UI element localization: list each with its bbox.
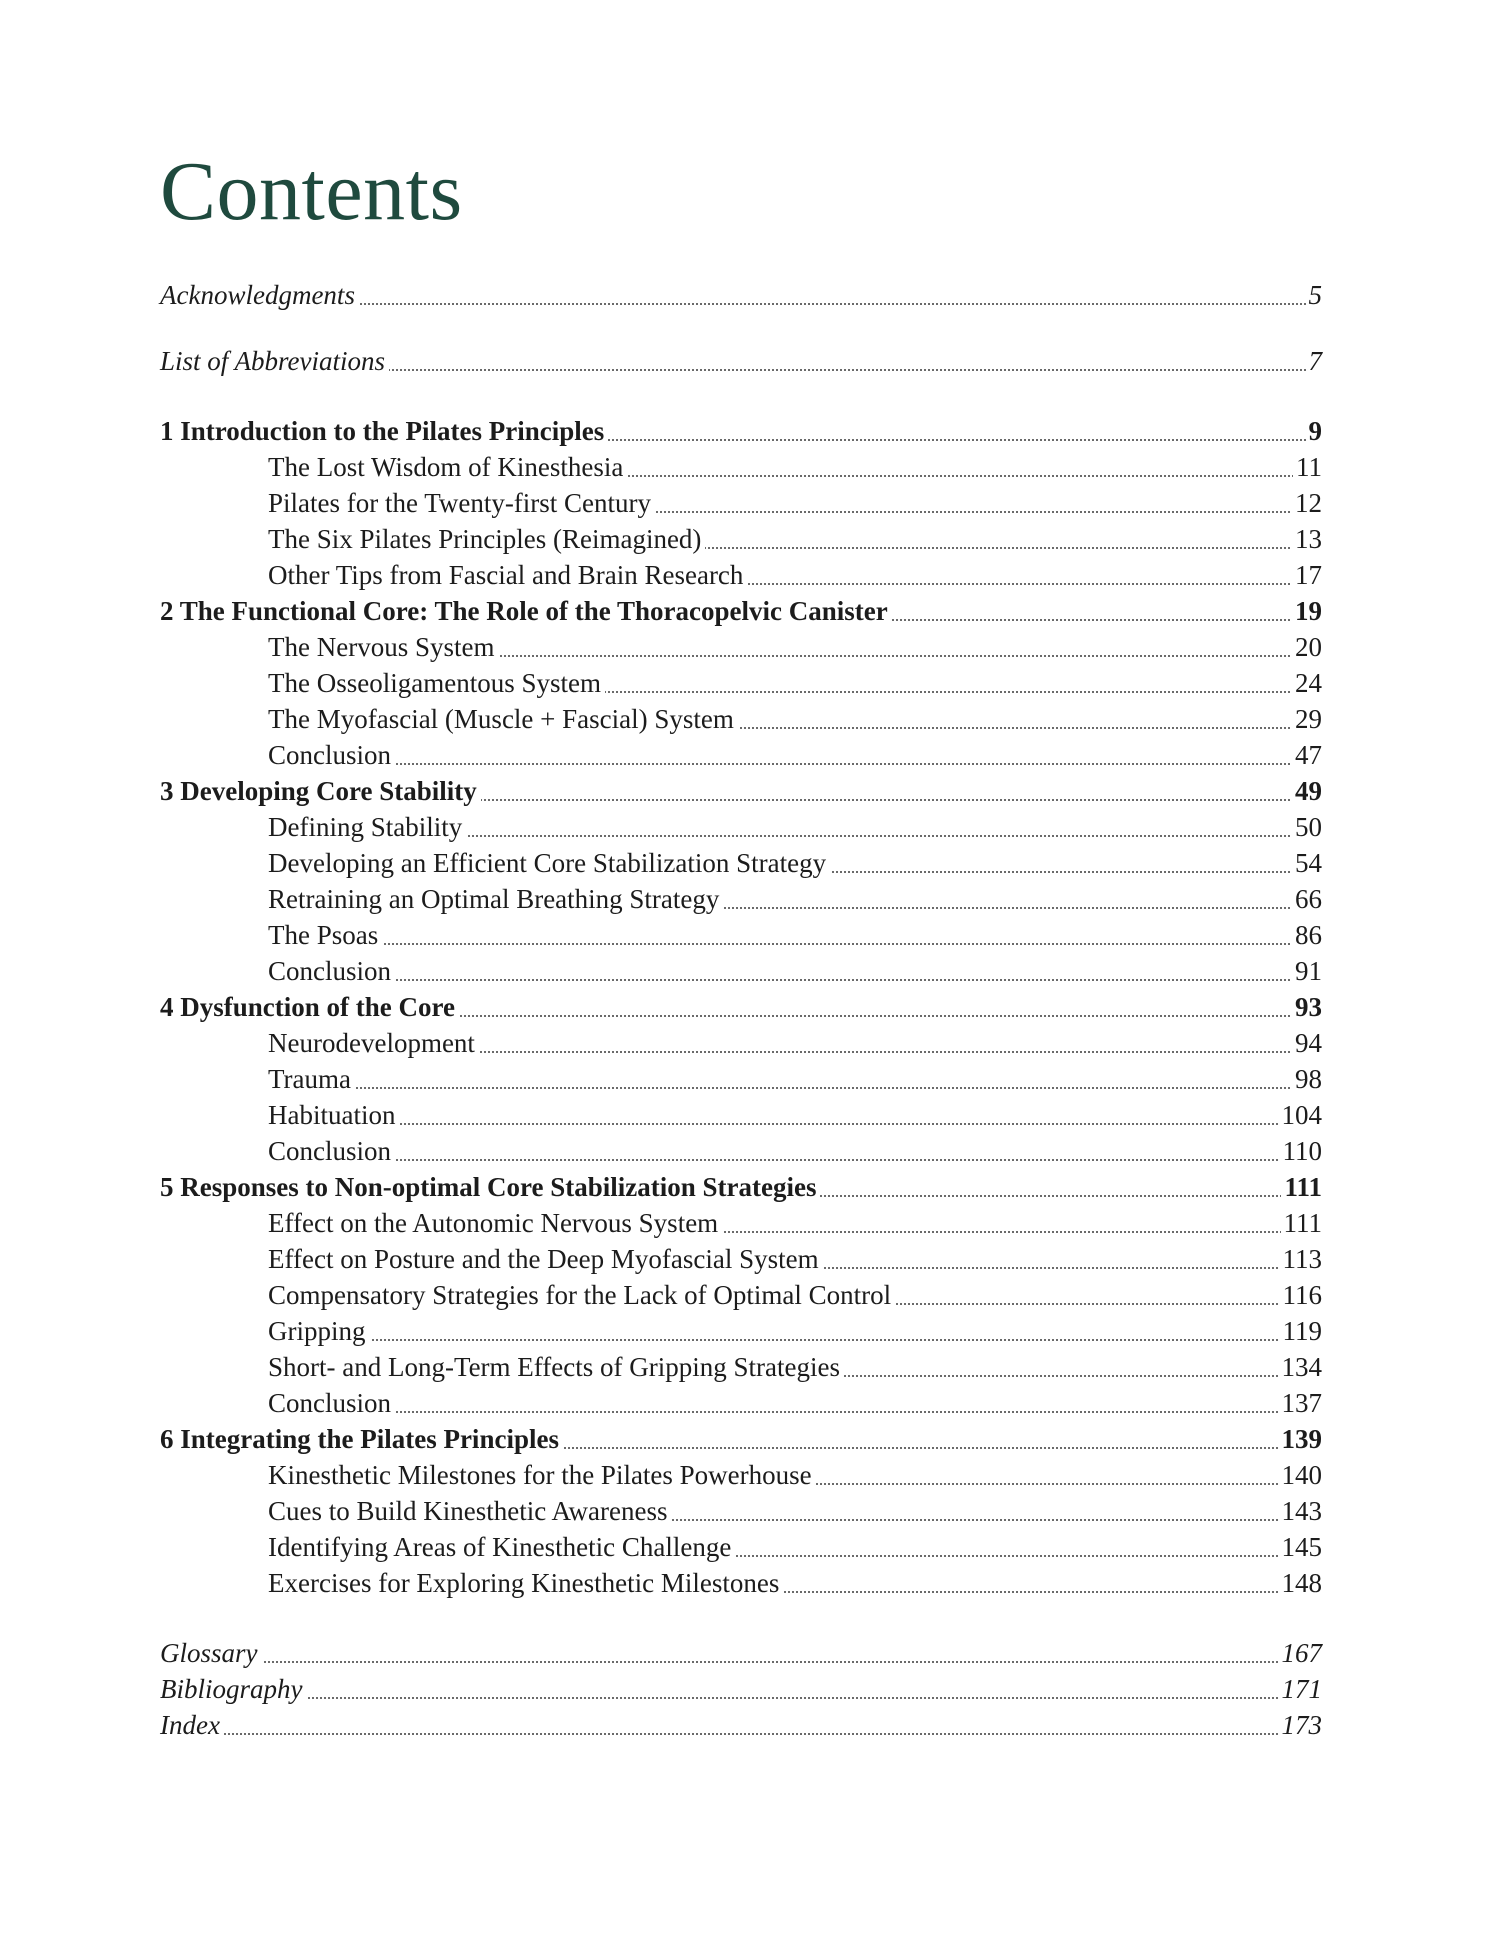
toc-section[interactable]	[160, 449, 1322, 485]
toc-section[interactable]	[160, 1025, 1322, 1061]
chapter-page-number: 139	[1279, 1421, 1323, 1457]
section-page-number: 17	[1292, 557, 1322, 593]
entry-label: Bibliography	[160, 1671, 307, 1707]
section-title: Conclusion	[268, 1385, 395, 1421]
section-page-number: 47	[1292, 737, 1322, 773]
section-page-number: 91	[1292, 953, 1322, 989]
section-title: Defining Stability	[268, 809, 466, 845]
dot-leader	[160, 1697, 1322, 1699]
chapter-page-number: 111	[1281, 1169, 1322, 1205]
section-title: Retraining an Optimal Breathing Strategy	[268, 881, 723, 917]
toc-chapter-5[interactable]	[160, 1169, 1322, 1205]
section-page-number: 13	[1292, 521, 1322, 557]
toc-section[interactable]	[160, 953, 1322, 989]
section-title: Other Tips from Fascial and Brain Research	[268, 557, 747, 593]
toc-section[interactable]	[160, 1241, 1322, 1277]
toc-section[interactable]	[160, 701, 1322, 737]
section-title: Effect on the Autonomic Nervous System	[268, 1205, 722, 1241]
chapter-page-number: 9	[1306, 413, 1323, 449]
toc-chapter-1[interactable]	[160, 413, 1322, 449]
entry-label: Glossary	[160, 1635, 262, 1671]
toc-section[interactable]	[160, 1385, 1322, 1421]
entry-page-number: 7	[1306, 343, 1323, 379]
toc-section[interactable]	[160, 845, 1322, 881]
section-page-number: 98	[1292, 1061, 1322, 1097]
toc-section[interactable]	[160, 1493, 1322, 1529]
section-page-number: 11	[1293, 449, 1322, 485]
section-title: Cues to Build Kinesthetic Awareness	[268, 1493, 671, 1529]
section-page-number: 145	[1279, 1529, 1323, 1565]
dot-leader	[268, 1339, 1322, 1341]
entry-page-number: 5	[1306, 277, 1323, 313]
entry-page-number: 171	[1279, 1671, 1323, 1707]
section-title: The Myofascial (Muscle + Fascial) System	[268, 701, 738, 737]
toc-chapter-3[interactable]	[160, 773, 1322, 809]
toc-section[interactable]	[160, 557, 1322, 593]
entry-page-number: 167	[1279, 1635, 1323, 1671]
section-page-number: 86	[1292, 917, 1322, 953]
entry-label: Index	[160, 1707, 224, 1743]
toc-entry-list-of-abbreviations[interactable]	[160, 343, 1322, 379]
toc-section[interactable]	[160, 1133, 1322, 1169]
section-page-number: 140	[1279, 1457, 1323, 1493]
chapter-title: 5 Responses to Non-optimal Core Stabilization Strategies	[160, 1169, 820, 1205]
toc-section[interactable]	[160, 629, 1322, 665]
section-page-number: 20	[1292, 629, 1322, 665]
section-title: Exercises for Exploring Kinesthetic Milestones	[268, 1565, 783, 1601]
section-page-number: 148	[1279, 1565, 1323, 1601]
chapter-title: 3 Developing Core Stability	[160, 773, 481, 809]
dot-leader	[160, 1733, 1322, 1735]
section-title: Compensatory Strategies for the Lack of Optimal Control	[268, 1277, 895, 1313]
chapter-page-number: 93	[1292, 989, 1322, 1025]
section-page-number: 94	[1292, 1025, 1322, 1061]
toc-entry-acknowledgments[interactable]	[160, 277, 1322, 313]
toc-section[interactable]	[160, 665, 1322, 701]
toc-entry-bibliography[interactable]	[160, 1671, 1322, 1707]
section-title: Identifying Areas of Kinesthetic Challenge	[268, 1529, 735, 1565]
entry-label: List of Abbreviations	[160, 343, 389, 379]
toc-section[interactable]	[160, 881, 1322, 917]
section-title: The Osseoligamentous System	[268, 665, 605, 701]
toc-section[interactable]	[160, 809, 1322, 845]
section-title: Effect on Posture and the Deep Myofascial System	[268, 1241, 823, 1277]
toc-section[interactable]	[160, 1205, 1322, 1241]
entry-page-number: 173	[1279, 1707, 1323, 1743]
toc-chapter-2[interactable]	[160, 593, 1322, 629]
chapter-title: 2 The Functional Core: The Role of the Thoracopelvic Canister	[160, 593, 892, 629]
dot-leader	[268, 1087, 1322, 1089]
dot-leader	[268, 1159, 1322, 1161]
section-page-number: 104	[1279, 1097, 1323, 1133]
table-of-contents	[160, 277, 1322, 1743]
section-title: Habituation	[268, 1097, 399, 1133]
chapter-title: 6 Integrating the Pilates Principles	[160, 1421, 563, 1457]
section-title: The Lost Wisdom of Kinesthesia	[268, 449, 627, 485]
toc-section[interactable]	[160, 1097, 1322, 1133]
section-page-number: 137	[1279, 1385, 1323, 1421]
toc-section[interactable]	[160, 1529, 1322, 1565]
section-title: Conclusion	[268, 737, 395, 773]
toc-entry-glossary[interactable]	[160, 1635, 1322, 1671]
toc-section[interactable]	[160, 1457, 1322, 1493]
toc-section[interactable]	[160, 1277, 1322, 1313]
dot-leader	[268, 763, 1322, 765]
section-title: Gripping	[268, 1313, 370, 1349]
section-title: Neurodevelopment	[268, 1025, 479, 1061]
section-page-number: 113	[1280, 1241, 1323, 1277]
dot-leader	[268, 979, 1322, 981]
section-title: Developing an Efficient Core Stabilization Strategy	[268, 845, 830, 881]
section-title: Conclusion	[268, 1133, 395, 1169]
section-page-number: 54	[1292, 845, 1322, 881]
section-page-number: 134	[1279, 1349, 1323, 1385]
section-page-number: 110	[1280, 1133, 1323, 1169]
toc-section[interactable]	[160, 1349, 1322, 1385]
entry-label: Acknowledgments	[160, 277, 359, 313]
toc-section[interactable]	[160, 737, 1322, 773]
page-title: Contents	[160, 145, 463, 238]
section-title: Trauma	[268, 1061, 355, 1097]
toc-entry-index[interactable]	[160, 1707, 1322, 1743]
section-title: The Psoas	[268, 917, 382, 953]
toc-section[interactable]	[160, 917, 1322, 953]
section-page-number: 143	[1279, 1493, 1323, 1529]
chapter-page-number: 49	[1292, 773, 1322, 809]
section-page-number: 66	[1292, 881, 1322, 917]
toc-section[interactable]	[160, 521, 1322, 557]
toc-section[interactable]	[160, 1313, 1322, 1349]
section-title: Conclusion	[268, 953, 395, 989]
section-title: The Nervous System	[268, 629, 498, 665]
dot-leader	[160, 1661, 1322, 1663]
toc-chapter-6[interactable]	[160, 1421, 1322, 1457]
dot-leader	[268, 1123, 1322, 1125]
toc-section[interactable]	[160, 1061, 1322, 1097]
dot-leader	[268, 943, 1322, 945]
section-title: Short- and Long-Term Effects of Gripping Strategies	[268, 1349, 844, 1385]
section-page-number: 111	[1281, 1205, 1323, 1241]
section-page-number: 12	[1292, 485, 1322, 521]
chapter-title: 4 Dysfunction of the Core	[160, 989, 459, 1025]
toc-section[interactable]	[160, 1565, 1322, 1601]
chapter-title: 1 Introduction to the Pilates Principles	[160, 413, 608, 449]
section-page-number: 119	[1280, 1313, 1323, 1349]
section-title: Pilates for the Twenty-first Century	[268, 485, 655, 521]
section-page-number: 24	[1292, 665, 1322, 701]
toc-section[interactable]	[160, 485, 1322, 521]
dot-leader	[268, 1411, 1322, 1413]
section-title: The Six Pilates Principles (Reimagined)	[268, 521, 705, 557]
section-page-number: 50	[1292, 809, 1322, 845]
chapter-page-number: 19	[1292, 593, 1322, 629]
toc-chapter-4[interactable]	[160, 989, 1322, 1025]
section-title: Kinesthetic Milestones for the Pilates Powerhouse	[268, 1457, 816, 1493]
section-page-number: 116	[1280, 1277, 1323, 1313]
section-page-number: 29	[1292, 701, 1322, 737]
